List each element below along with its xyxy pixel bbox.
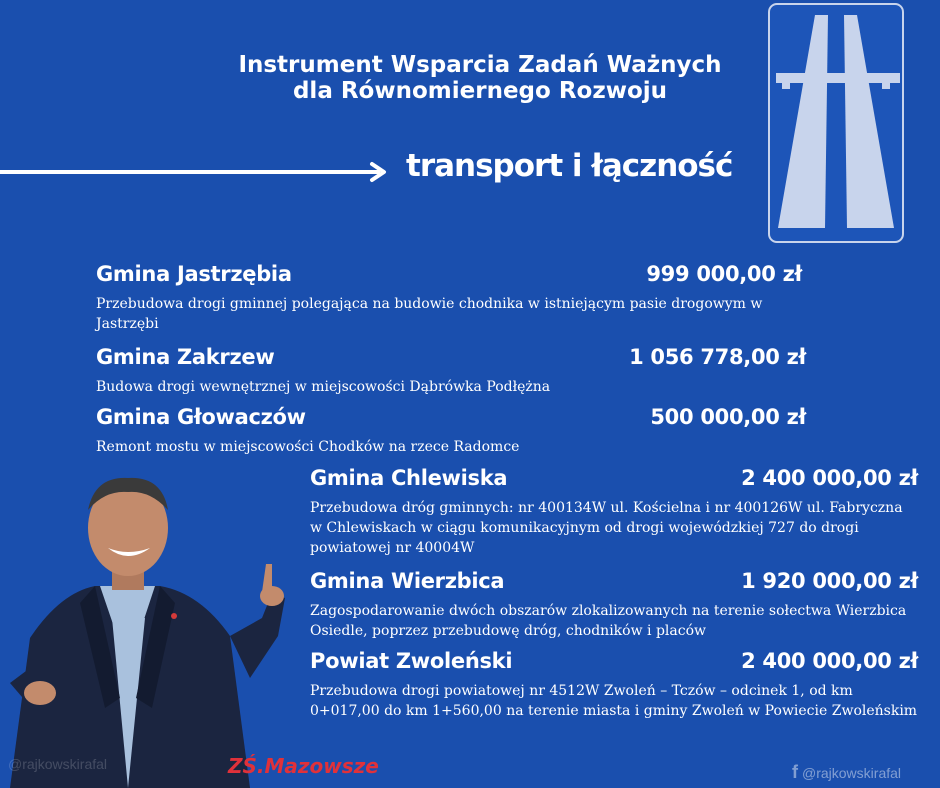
entry-description: Remont mostu w miejscowości Chodków na rzece Radomce	[96, 439, 520, 455]
entry-name: Gmina Chlewiska	[310, 466, 508, 490]
entry-amount: 999 000,00 zł	[646, 262, 802, 286]
entry-description: Zagospodarowanie dwóch obszarów zlokalizowanych na terenie sołectwa Wierzbica Osiedle, poprzez przebudowę dróg, chodników i placów	[310, 603, 907, 639]
poster-title	[200, 52, 760, 104]
arrow-right-icon	[0, 161, 392, 183]
entry-amount: 2 400 000,00 zł	[741, 649, 918, 673]
watermark-handle: @rajkowskirafal	[8, 756, 108, 772]
list-item	[96, 345, 806, 397]
entry-name: Gmina Jastrzębia	[96, 262, 292, 286]
entry-name: Gmina Wierzbica	[310, 569, 505, 593]
list-item	[310, 569, 918, 641]
title-line-2: dla Równomiernego Rozwoju	[292, 78, 668, 104]
list-item	[310, 649, 918, 721]
entry-description: Przebudowa drogi powiatowej nr 4512W Zwoleń – Tczów – odcinek 1, od km 0+017,00 do km 1+560,00 na terenie miasta i gminy Zwoleń w Powiecie Zwoleńskim	[310, 683, 918, 719]
category-label: transport i łączność	[406, 148, 733, 184]
entry-amount: 2 400 000,00 zł	[741, 466, 918, 490]
facebook-icon: f	[792, 762, 798, 782]
politician-photo	[0, 468, 300, 788]
entry-name: Gmina Zakrzew	[96, 345, 275, 369]
entry-amount: 1 920 000,00 zł	[741, 569, 918, 593]
entry-name: Powiat Zwoleński	[310, 649, 513, 673]
list-item	[310, 466, 918, 558]
entry-amount: 1 056 778,00 zł	[629, 345, 806, 369]
entry-description: Przebudowa drogi gminnej polegająca na budowie chodnika w istniejącym pasie drogowym w Jastrzębi	[96, 296, 763, 332]
brand-logo: ZŚ.Mazowsze	[228, 754, 379, 778]
list-item	[96, 405, 806, 457]
list-item	[96, 262, 802, 334]
entry-name: Gmina Głowaczów	[96, 405, 306, 429]
entry-description: Przebudowa dróg gminnych: nr 400134W ul. Kościelna i nr 400126W ul. Fabryczna w Chlewiskach w ciągu komunikacyjnym od drogi wojewódzkiej 727 do drogi powiatowej nr 40004W	[310, 500, 903, 556]
title-line-1: Instrument Wsparcia Zadań Ważnych	[238, 52, 722, 78]
social-handle-text: @rajkowskirafal	[802, 765, 902, 781]
motorway-sign-icon	[768, 3, 904, 243]
entry-amount: 500 000,00 zł	[650, 405, 806, 429]
entry-description: Budowa drogi wewnętrznej w miejscowości Dąbrówka Podłężna	[96, 379, 551, 395]
social-handle[interactable]	[792, 762, 901, 783]
